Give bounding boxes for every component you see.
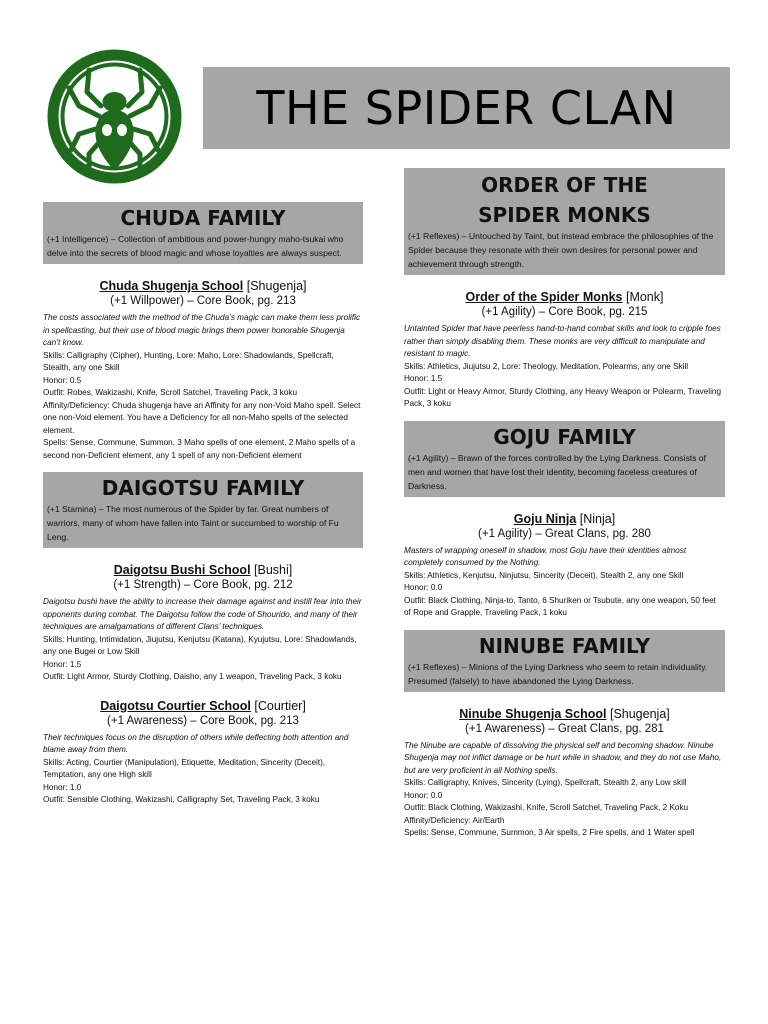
school-honor: Honor: 1.5 <box>43 659 82 669</box>
school-name: Daigotsu Courtier School <box>100 698 251 713</box>
daigotsu-bushi-school <box>43 562 363 684</box>
school-skills: Skills: Acting, Courtier (Manipulation), Etiquette, Meditation, Sincerity (Deceit), Temptation, any one High skill <box>43 757 326 779</box>
school-outfit: Outfit: Sensible Clothing, Wakizashi, Calligraphy Set, Traveling Pack, 3 koku <box>43 795 320 804</box>
order-family-desc: (+1 Reflexes) – Untouched by Taint, but instead embrace the philosophies of the Spider because they resonate with their own desires for personal power and achievement through strength. <box>408 231 714 269</box>
school-bonus: (+1 Agility) – Core Book, pg. 215 <box>481 306 648 318</box>
school-name: Chuda Shugenja School <box>99 279 244 293</box>
chuda-shugenja-school <box>43 278 363 462</box>
school-honor: Honor: 1.5 <box>404 374 443 383</box>
school-skills: Skills: Athletics, Kenjutsu, Ninjutsu, Sincerity (Deceit), Stealth 2, any one Skill <box>404 570 684 580</box>
left-column <box>43 202 363 807</box>
school-type: [Monk] <box>625 290 664 304</box>
school-name: Ninube Shugenja School <box>459 706 607 721</box>
school-affinity: Affinity/Deficiency: Air/Earth <box>404 815 505 825</box>
school-flavor: Masters of wrapping oneself in shadow, most Goju have their identities almost completely consumed by the Nothing. <box>404 545 687 567</box>
page-title: THE SPIDER CLAN <box>256 81 677 135</box>
ninube-family-title: NINUBE FAMILY <box>478 633 651 658</box>
school-skills: Skills: Athletics, Jiujutsu 2, Lore: Theology, Meditation, Polearms, any one Skill <box>404 361 689 371</box>
school-bonus: (+1 Awareness) – Core Book, pg. 213 <box>107 714 299 727</box>
school-type: [Bushi] <box>254 563 293 577</box>
chuda-family-title: CHUDA FAMILY <box>120 206 286 230</box>
title-banner <box>203 67 730 149</box>
school-honor: Honor: 1.0 <box>43 782 82 792</box>
spider-logo-icon <box>45 46 184 187</box>
school-bonus: (+1 Willpower) – Core Book, pg. 213 <box>110 295 296 307</box>
school-bonus: (+1 Awareness) – Great Clans, pg. 281 <box>465 722 664 735</box>
ninube-family-box <box>404 630 725 692</box>
daigotsu-courtier-school <box>43 698 363 807</box>
order-family-box <box>404 168 725 275</box>
school-type: [Shugenja] <box>246 279 307 293</box>
school-outfit: Outfit: Robes, Wakizashi, Knife, Scroll Satchel, Traveling Pack, 3 koku <box>43 388 298 397</box>
goju-ninja-school <box>404 511 725 620</box>
school-name: Order of the Spider Monks <box>465 290 623 304</box>
school-outfit: Outfit: Black Clothing, Ninja-to, Tanto, 6 Shuriken or Tsubute, any one weapon, 50 feet of Rope and Grapple, Traveling Pack, 1 koku <box>404 595 716 617</box>
ninube-family-desc: (+1 Reflexes) – Minions of the Lying Darkness who seem to retain individuality. Presumed (falsely) to have abandoned the Lying Darkness. <box>408 661 708 686</box>
chuda-family-desc: (+1 Intelligence) – Collection of ambitious and power-hungry maho-tsukai who delve into the secrets of blood magic and whose loyalties are always suspect. <box>47 234 344 258</box>
school-spells: Spells: Sense, Commune, Summon, 3 Air spells, 2 Fire spells, and 1 Water spell <box>404 828 695 837</box>
goju-family-box <box>404 421 725 497</box>
goju-family-desc: (+1 Agility) – Brawn of the forces controlled by the Lying Darkness. Consists of men and women that have lost their identity, becoming faceless creatures of Darkness. <box>408 452 706 491</box>
school-flavor: Untainted Spider that have peerless hand-to-hand combat skills and look to cripple foes rather than simply disabling them. These monks are very difficult to manipulate and resistant to magic. <box>404 324 721 358</box>
order-title-line1: ORDER OF THE <box>481 173 648 197</box>
school-type: [Courtier] <box>254 698 306 713</box>
goju-family-title: GOJU FAMILY <box>493 424 636 449</box>
chuda-family-box <box>43 202 363 264</box>
daigotsu-family-box <box>43 472 363 548</box>
daigotsu-family-title: DAIGOTSU FAMILY <box>101 476 305 500</box>
school-outfit: Outfit: Light Armor, Sturdy Clothing, Daisho, any 1 weapon, Traveling Pack, 3 koku <box>43 672 342 681</box>
school-skills: Skills: Calligraphy (Cipher), Hunting, Lore: Maho, Lore: Shadowlands, Spellcraft, Stealth, any one Skill <box>43 350 334 372</box>
school-skills: Skills: Hunting, Intimidation, Jiujutsu, Kenjutsu (Katana), Kyujutsu, Lore: Shadowlands, any one Bugei or Low Skill <box>43 634 357 656</box>
school-spells: Spells: Sense, Commune, Summon, 3 Maho spells of one element, 2 Maho spells of a second non-Deficient element, any 1 spell of any non-Deficient element <box>43 438 356 460</box>
school-type: [Shugenja] <box>609 706 670 721</box>
school-flavor: Daigotsu bushi have the ability to increase their damage against and instill fear into their opponents during combat. The Daigotsu follow the code of Shourido, and many of their techniques are amalgamations of different Clans’ techniques. <box>43 597 362 631</box>
order-title-line2: SPIDER MONKS <box>478 203 651 227</box>
school-honor: Honor: 0.0 <box>404 790 443 800</box>
daigotsu-family-desc: (+1 Stamina) – The most numerous of the Spider by far. Great numbers of warriors, many of whom have fallen into Taint or succumbed to worship of Fu Leng. <box>47 504 339 542</box>
school-outfit: Outfit: Light or Heavy Armor, Sturdy Clothing, any Heavy Weapon or Polearm, Traveling Pack, 3 koku <box>404 386 722 408</box>
school-outfit: Outfit: Black Clothing, Wakizashi, Knife, Scroll Satchel, Traveling Pack, 2 Koku <box>404 803 689 812</box>
school-bonus: (+1 Strength) – Core Book, pg. 212 <box>113 579 293 591</box>
school-honor: Honor: 0.5 <box>43 375 82 385</box>
school-affinity: Affinity/Deficiency: Chuda shugenja have an Affinity for any non-Void Maho spell. Select one non-Void element. You have a Deficiency for all non-Maho spells of the selected element. <box>43 400 361 435</box>
school-skills: Skills: Calligraphy, Knives, Sincerity (Lying), Spellcraft, Stealth 2, any Low skill <box>404 778 687 787</box>
school-flavor: The Ninube are capable of dissolving the physical self and becoming shadow. Ninube Shugenja may not inflict damage or be hurt while in shadow, and they do not use Maho, but are very proficient in all Nothing spells. <box>404 740 722 775</box>
school-flavor: Their techniques focus on the disruption of others while deflecting both attention and blame away from them. <box>43 732 349 754</box>
school-flavor: The costs associated with the method of the Chuda’s magic can make them less prolific in spellcasting, but their use of blood magic brings them power honorable Shugenja can’t know. <box>43 313 361 347</box>
school-name: Goju Ninja <box>513 511 577 526</box>
school-type: [Ninja] <box>579 511 616 526</box>
ninube-shugenja-school <box>404 706 725 840</box>
school-bonus: (+1 Agility) – Great Clans, pg. 280 <box>478 527 651 540</box>
school-honor: Honor: 0.0 <box>404 583 443 592</box>
right-column <box>404 168 725 840</box>
spider-monks-school <box>404 289 725 411</box>
school-name: Daigotsu Bushi School <box>113 563 251 577</box>
